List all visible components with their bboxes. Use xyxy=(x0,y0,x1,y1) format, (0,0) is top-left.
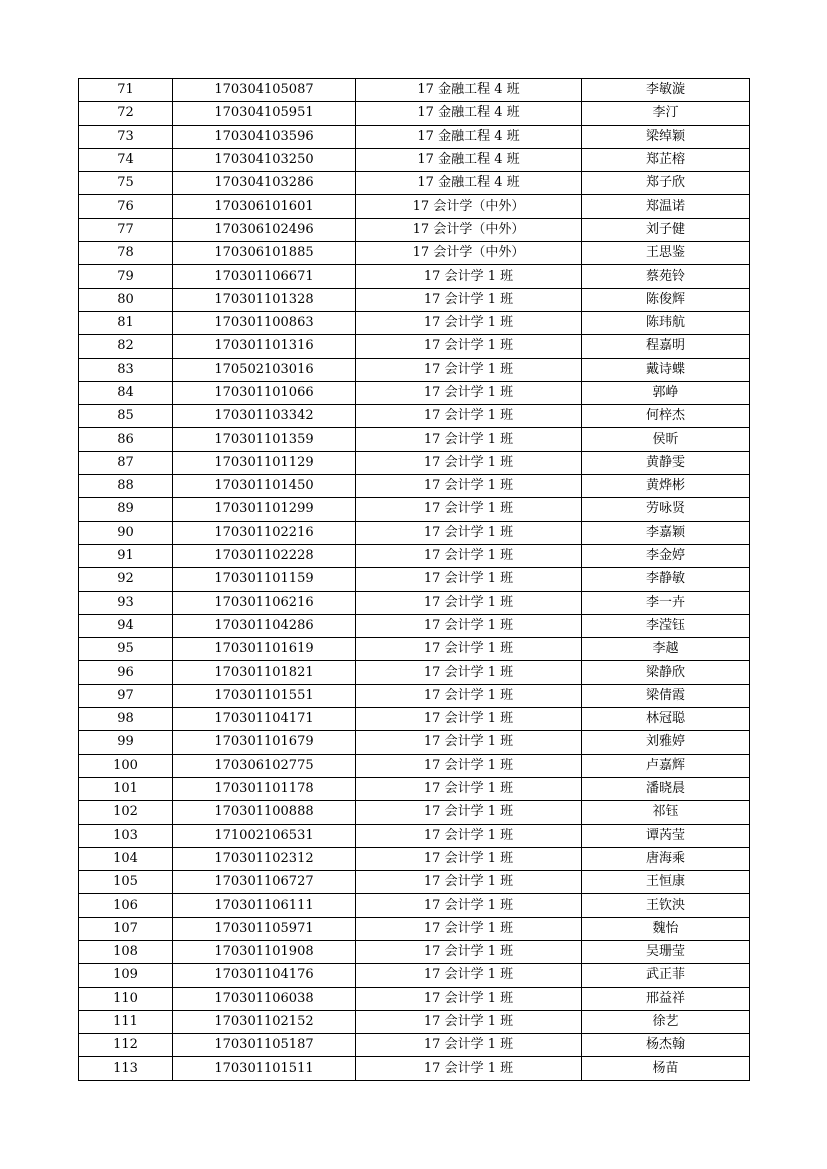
class-name-cell: 17 金融工程 4 班 xyxy=(356,102,582,125)
class-name-cell: 17 会计学 1 班 xyxy=(356,451,582,474)
student-name-cell: 刘雅婷 xyxy=(582,731,750,754)
table-row xyxy=(79,754,750,777)
student-id-cell: 170301101359 xyxy=(173,428,356,451)
student-id-cell: 170301101178 xyxy=(173,777,356,800)
row-index-cell: 73 xyxy=(79,125,173,148)
row-index-cell: 100 xyxy=(79,754,173,777)
student-id-cell: 170306101885 xyxy=(173,242,356,265)
table-row xyxy=(79,940,750,963)
student-name-cell: 梁静欣 xyxy=(582,661,750,684)
class-name-cell: 17 会计学 1 班 xyxy=(356,871,582,894)
student-id-cell: 171002106531 xyxy=(173,824,356,847)
row-index-cell: 80 xyxy=(79,288,173,311)
student-name-cell: 李金婷 xyxy=(582,544,750,567)
row-index-cell: 88 xyxy=(79,475,173,498)
student-name-cell: 黄烨彬 xyxy=(582,475,750,498)
student-name-cell: 戴诗蝶 xyxy=(582,358,750,381)
student-name-cell: 杨杰翰 xyxy=(582,1034,750,1057)
student-name-cell: 郑子欣 xyxy=(582,172,750,195)
row-index-cell: 89 xyxy=(79,498,173,521)
row-index-cell: 101 xyxy=(79,777,173,800)
student-id-cell: 170301101066 xyxy=(173,381,356,404)
row-index-cell: 83 xyxy=(79,358,173,381)
student-name-cell: 程嘉明 xyxy=(582,335,750,358)
student-name-cell: 李越 xyxy=(582,638,750,661)
table-row xyxy=(79,661,750,684)
student-name-cell: 武正菲 xyxy=(582,964,750,987)
class-name-cell: 17 会计学 1 班 xyxy=(356,1057,582,1080)
class-name-cell: 17 会计学（中外） xyxy=(356,242,582,265)
class-name-cell: 17 会计学 1 班 xyxy=(356,964,582,987)
table-row xyxy=(79,79,750,102)
class-name-cell: 17 会计学 1 班 xyxy=(356,498,582,521)
row-index-cell: 84 xyxy=(79,381,173,404)
table-row xyxy=(79,102,750,125)
class-name-cell: 17 会计学（中外） xyxy=(356,195,582,218)
class-name-cell: 17 会计学 1 班 xyxy=(356,917,582,940)
table-row xyxy=(79,335,750,358)
student-name-cell: 祁钰 xyxy=(582,801,750,824)
student-id-cell: 170301106038 xyxy=(173,987,356,1010)
student-id-cell: 170301100888 xyxy=(173,801,356,824)
row-index-cell: 74 xyxy=(79,148,173,171)
student-id-cell: 170301102228 xyxy=(173,544,356,567)
student-name-cell: 梁倩霞 xyxy=(582,684,750,707)
student-id-cell: 170301101679 xyxy=(173,731,356,754)
student-name-cell: 劳咏贤 xyxy=(582,498,750,521)
class-name-cell: 17 会计学 1 班 xyxy=(356,544,582,567)
student-id-cell: 170301105971 xyxy=(173,917,356,940)
student-id-cell: 170301104171 xyxy=(173,708,356,731)
table-row xyxy=(79,917,750,940)
student-name-cell: 侯昕 xyxy=(582,428,750,451)
roster-table-body xyxy=(79,79,750,1081)
student-name-cell: 王思鉴 xyxy=(582,242,750,265)
row-index-cell: 71 xyxy=(79,79,173,102)
class-name-cell: 17 会计学 1 班 xyxy=(356,661,582,684)
class-name-cell: 17 会计学 1 班 xyxy=(356,311,582,334)
table-row xyxy=(79,288,750,311)
table-row xyxy=(79,638,750,661)
student-name-cell: 潘晓晨 xyxy=(582,777,750,800)
student-name-cell: 李嘉颖 xyxy=(582,521,750,544)
student-id-cell: 170301102216 xyxy=(173,521,356,544)
table-row xyxy=(79,544,750,567)
student-name-cell: 蔡苑铃 xyxy=(582,265,750,288)
student-name-cell: 梁绰颖 xyxy=(582,125,750,148)
student-id-cell: 170306101601 xyxy=(173,195,356,218)
class-name-cell: 17 会计学 1 班 xyxy=(356,684,582,707)
student-name-cell: 郑芷榕 xyxy=(582,148,750,171)
row-index-cell: 93 xyxy=(79,591,173,614)
student-id-cell: 170301101299 xyxy=(173,498,356,521)
row-index-cell: 77 xyxy=(79,218,173,241)
student-id-cell: 170301101159 xyxy=(173,568,356,591)
class-name-cell: 17 会计学 1 班 xyxy=(356,265,582,288)
student-name-cell: 邢益祥 xyxy=(582,987,750,1010)
student-id-cell: 170301101908 xyxy=(173,940,356,963)
table-row xyxy=(79,311,750,334)
row-index-cell: 82 xyxy=(79,335,173,358)
row-index-cell: 76 xyxy=(79,195,173,218)
row-index-cell: 72 xyxy=(79,102,173,125)
student-name-cell: 李敏漩 xyxy=(582,79,750,102)
student-id-cell: 170301106727 xyxy=(173,871,356,894)
row-index-cell: 90 xyxy=(79,521,173,544)
student-id-cell: 170301101619 xyxy=(173,638,356,661)
student-id-cell: 170304105087 xyxy=(173,79,356,102)
class-name-cell: 17 会计学 1 班 xyxy=(356,288,582,311)
table-row xyxy=(79,172,750,195)
student-name-cell: 谭芮莹 xyxy=(582,824,750,847)
student-id-cell: 170301104286 xyxy=(173,614,356,637)
student-id-cell: 170304103250 xyxy=(173,148,356,171)
class-name-cell: 17 会计学 1 班 xyxy=(356,614,582,637)
table-row xyxy=(79,148,750,171)
row-index-cell: 108 xyxy=(79,940,173,963)
class-name-cell: 17 会计学 1 班 xyxy=(356,708,582,731)
student-name-cell: 李滢钰 xyxy=(582,614,750,637)
class-name-cell: 17 会计学 1 班 xyxy=(356,894,582,917)
row-index-cell: 107 xyxy=(79,917,173,940)
table-row xyxy=(79,475,750,498)
table-row xyxy=(79,242,750,265)
student-name-cell: 黄静雯 xyxy=(582,451,750,474)
table-row xyxy=(79,1010,750,1033)
row-index-cell: 92 xyxy=(79,568,173,591)
student-id-cell: 170306102775 xyxy=(173,754,356,777)
class-name-cell: 17 会计学 1 班 xyxy=(356,381,582,404)
class-name-cell: 17 会计学 1 班 xyxy=(356,1010,582,1033)
table-row xyxy=(79,731,750,754)
class-name-cell: 17 会计学 1 班 xyxy=(356,521,582,544)
row-index-cell: 104 xyxy=(79,847,173,870)
student-name-cell: 吴珊莹 xyxy=(582,940,750,963)
class-name-cell: 17 会计学 1 班 xyxy=(356,731,582,754)
table-row xyxy=(79,824,750,847)
student-id-cell: 170301101316 xyxy=(173,335,356,358)
student-id-cell: 170301102152 xyxy=(173,1010,356,1033)
row-index-cell: 79 xyxy=(79,265,173,288)
table-row xyxy=(79,591,750,614)
student-id-cell: 170304105951 xyxy=(173,102,356,125)
row-index-cell: 111 xyxy=(79,1010,173,1033)
table-row xyxy=(79,708,750,731)
class-name-cell: 17 会计学 1 班 xyxy=(356,568,582,591)
class-name-cell: 17 会计学 1 班 xyxy=(356,777,582,800)
row-index-cell: 103 xyxy=(79,824,173,847)
student-name-cell: 杨苗 xyxy=(582,1057,750,1080)
student-id-cell: 170301105187 xyxy=(173,1034,356,1057)
row-index-cell: 78 xyxy=(79,242,173,265)
student-name-cell: 何梓杰 xyxy=(582,405,750,428)
row-index-cell: 91 xyxy=(79,544,173,567)
table-row xyxy=(79,987,750,1010)
student-name-cell: 魏怡 xyxy=(582,917,750,940)
student-name-cell: 李汀 xyxy=(582,102,750,125)
class-name-cell: 17 会计学 1 班 xyxy=(356,801,582,824)
row-index-cell: 75 xyxy=(79,172,173,195)
class-name-cell: 17 会计学 1 班 xyxy=(356,987,582,1010)
class-name-cell: 17 金融工程 4 班 xyxy=(356,172,582,195)
row-index-cell: 105 xyxy=(79,871,173,894)
class-name-cell: 17 会计学 1 班 xyxy=(356,428,582,451)
row-index-cell: 98 xyxy=(79,708,173,731)
class-name-cell: 17 会计学 1 班 xyxy=(356,591,582,614)
table-row xyxy=(79,684,750,707)
student-id-cell: 170301104176 xyxy=(173,964,356,987)
row-index-cell: 97 xyxy=(79,684,173,707)
table-row xyxy=(79,405,750,428)
table-row xyxy=(79,521,750,544)
row-index-cell: 94 xyxy=(79,614,173,637)
class-name-cell: 17 会计学（中外） xyxy=(356,218,582,241)
table-row xyxy=(79,964,750,987)
row-index-cell: 86 xyxy=(79,428,173,451)
student-id-cell: 170301101328 xyxy=(173,288,356,311)
student-name-cell: 王恒康 xyxy=(582,871,750,894)
table-row xyxy=(79,265,750,288)
table-row xyxy=(79,358,750,381)
table-row xyxy=(79,381,750,404)
table-row xyxy=(79,218,750,241)
student-roster-table xyxy=(78,78,750,1081)
table-row xyxy=(79,847,750,870)
row-index-cell: 95 xyxy=(79,638,173,661)
student-id-cell: 170301102312 xyxy=(173,847,356,870)
class-name-cell: 17 会计学 1 班 xyxy=(356,475,582,498)
student-name-cell: 李一卉 xyxy=(582,591,750,614)
class-name-cell: 17 会计学 1 班 xyxy=(356,335,582,358)
student-id-cell: 170301106111 xyxy=(173,894,356,917)
table-row xyxy=(79,777,750,800)
table-row xyxy=(79,871,750,894)
student-name-cell: 王钦泱 xyxy=(582,894,750,917)
class-name-cell: 17 会计学 1 班 xyxy=(356,940,582,963)
row-index-cell: 110 xyxy=(79,987,173,1010)
student-name-cell: 林冠聪 xyxy=(582,708,750,731)
table-row xyxy=(79,451,750,474)
row-index-cell: 106 xyxy=(79,894,173,917)
table-row xyxy=(79,801,750,824)
student-id-cell: 170301101450 xyxy=(173,475,356,498)
row-index-cell: 112 xyxy=(79,1034,173,1057)
student-id-cell: 170301101511 xyxy=(173,1057,356,1080)
table-row xyxy=(79,1034,750,1057)
row-index-cell: 85 xyxy=(79,405,173,428)
student-name-cell: 唐海乘 xyxy=(582,847,750,870)
class-name-cell: 17 金融工程 4 班 xyxy=(356,79,582,102)
student-id-cell: 170301106216 xyxy=(173,591,356,614)
row-index-cell: 113 xyxy=(79,1057,173,1080)
student-name-cell: 郭峥 xyxy=(582,381,750,404)
row-index-cell: 102 xyxy=(79,801,173,824)
student-id-cell: 170301101129 xyxy=(173,451,356,474)
table-row xyxy=(79,498,750,521)
student-id-cell: 170306102496 xyxy=(173,218,356,241)
student-name-cell: 陈俊辉 xyxy=(582,288,750,311)
class-name-cell: 17 会计学 1 班 xyxy=(356,824,582,847)
class-name-cell: 17 会计学 1 班 xyxy=(356,405,582,428)
student-id-cell: 170301101821 xyxy=(173,661,356,684)
class-name-cell: 17 会计学 1 班 xyxy=(356,358,582,381)
table-row xyxy=(79,614,750,637)
row-index-cell: 81 xyxy=(79,311,173,334)
row-index-cell: 99 xyxy=(79,731,173,754)
class-name-cell: 17 会计学 1 班 xyxy=(356,847,582,870)
class-name-cell: 17 会计学 1 班 xyxy=(356,1034,582,1057)
table-row xyxy=(79,1057,750,1080)
student-id-cell: 170301100863 xyxy=(173,311,356,334)
student-name-cell: 刘子健 xyxy=(582,218,750,241)
student-id-cell: 170304103286 xyxy=(173,172,356,195)
table-row xyxy=(79,195,750,218)
student-id-cell: 170301101551 xyxy=(173,684,356,707)
student-name-cell: 卢嘉辉 xyxy=(582,754,750,777)
row-index-cell: 109 xyxy=(79,964,173,987)
student-name-cell: 李静敏 xyxy=(582,568,750,591)
student-name-cell: 郑温诺 xyxy=(582,195,750,218)
student-name-cell: 徐艺 xyxy=(582,1010,750,1033)
table-row xyxy=(79,125,750,148)
student-id-cell: 170304103596 xyxy=(173,125,356,148)
class-name-cell: 17 金融工程 4 班 xyxy=(356,148,582,171)
student-name-cell: 陈玮航 xyxy=(582,311,750,334)
table-row xyxy=(79,894,750,917)
student-id-cell: 170301106671 xyxy=(173,265,356,288)
table-row xyxy=(79,428,750,451)
class-name-cell: 17 金融工程 4 班 xyxy=(356,125,582,148)
class-name-cell: 17 会计学 1 班 xyxy=(356,638,582,661)
table-row xyxy=(79,568,750,591)
row-index-cell: 87 xyxy=(79,451,173,474)
class-name-cell: 17 会计学 1 班 xyxy=(356,754,582,777)
student-id-cell: 170502103016 xyxy=(173,358,356,381)
row-index-cell: 96 xyxy=(79,661,173,684)
student-id-cell: 170301103342 xyxy=(173,405,356,428)
